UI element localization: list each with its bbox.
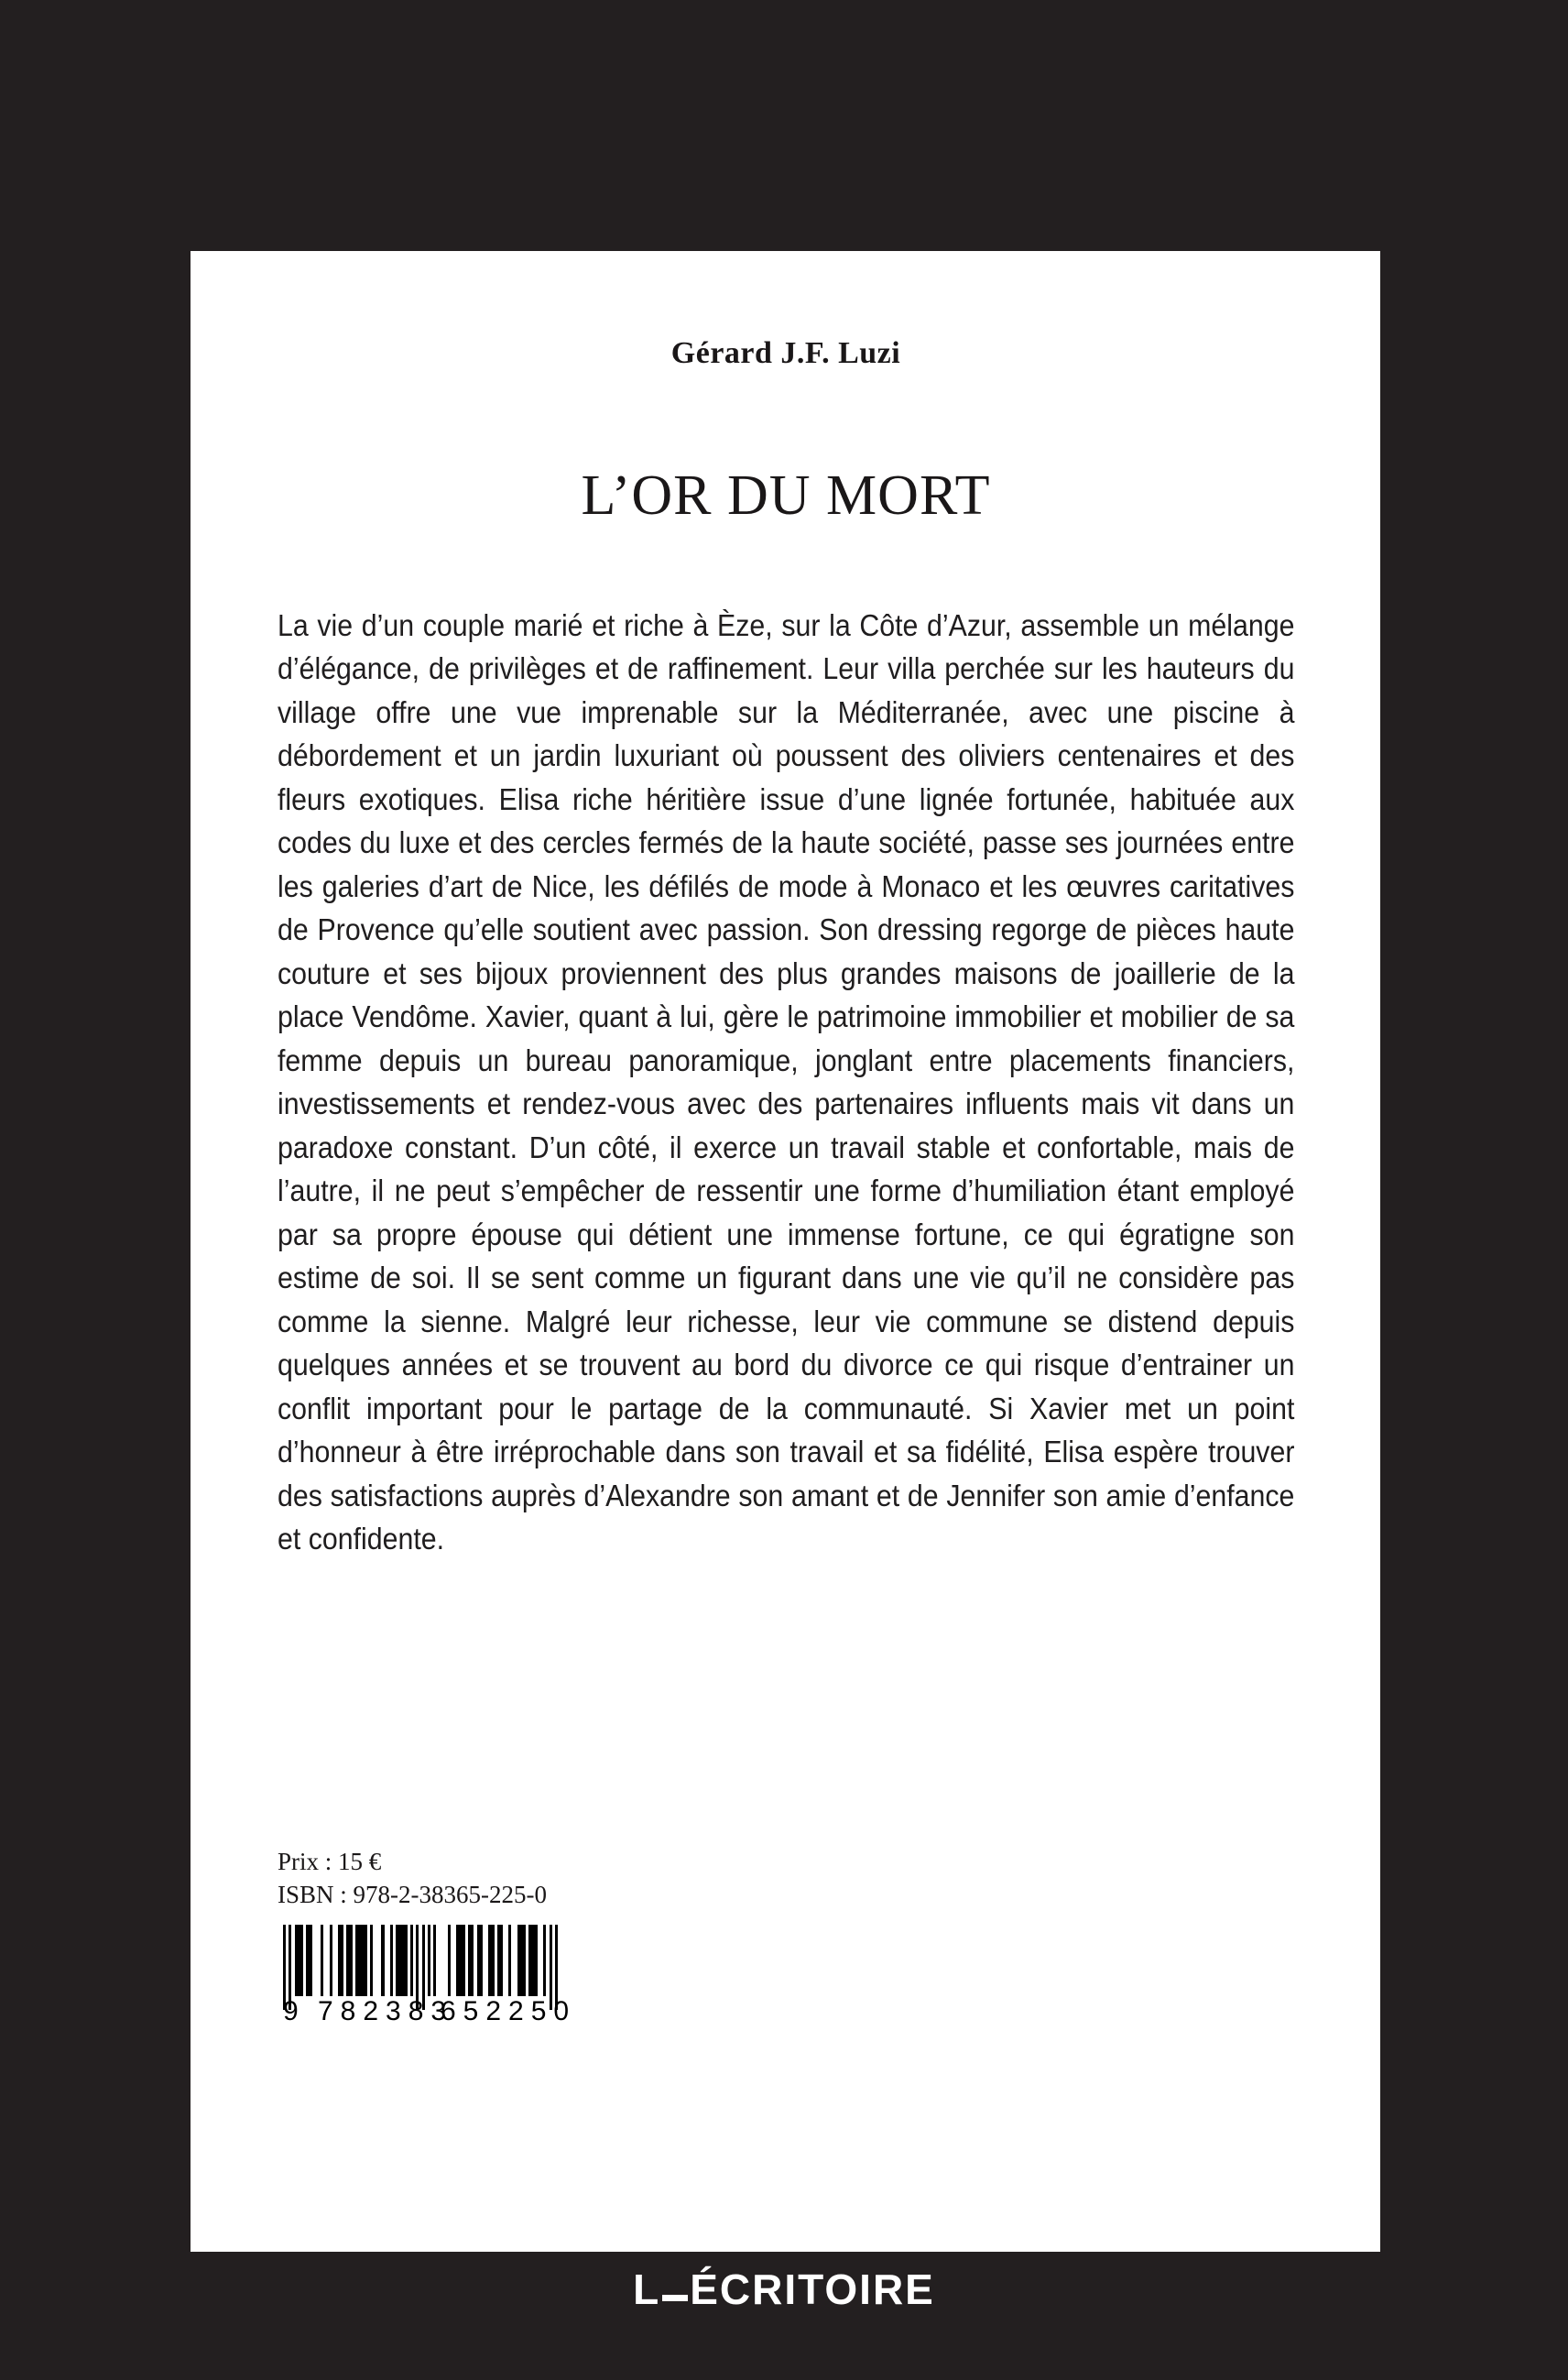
publisher-logo: [0, 2265, 1568, 2314]
publisher-logo-dash-icon: [662, 2295, 688, 2301]
barcode-bars: [283, 1925, 558, 1996]
barcode-right-group: 652250: [441, 1996, 577, 2026]
ean13-barcode: [283, 1925, 577, 2026]
price-label: Prix : 15 €: [278, 1848, 382, 1875]
back-cover-blurb: La vie d’un couple marié et riche à Èze, sur la Côte d’Azur, assemble un mélange d’élégance, de privilèges et de raffinement. Leur villa perchée sur les hauteurs du village offre une vue imprenable sur la Méditerranée, avec une piscine à débordement et un jardin luxuriant où poussent des oliviers centenaires et des fleurs exotiques. Elisa riche héritière issue d’une lignée fortunée, habituée aux codes du luxe et des cercles fermés de la haute société, passe ses journées entre les galeries d’art de Nice, les défilés de mode à Monaco et les œuvres caritatives de Provence qu’elle soutient avec passion. Son dressing regorge de pièces haute couture et ses bijoux proviennent des plus grandes maisons de joaillerie de la place Vendôme. Xavier, quant à lui, gère le patrimoine immobilier et mobilier de sa femme depuis un bureau panoramique, jonglant entre placements financiers, investissements et rendez-vous avec des partenaires influents mais vit dans un paradoxe constant. D’un côté, il exerce un travail stable et confortable, mais de l’autre, il ne peut s’empêcher de ressentir une forme d’humiliation étant employé par sa propre épouse qui détient une immense fortune, ce qui égratigne son estime de soi. Il se sent comme un figurant dans une vie qu’il ne considère pas comme la sienne. Malgré leur richesse, leur vie commune se distend depuis quelques années et se trouvent au bord du divorce ce qui risque d’entrainer un conflit important pour le partage de la communauté. Si Xavier met un point d’honneur à être irréprochable dans son travail et sa fidélité, Elisa espère trouver des satisfactions auprès d’Alexandre son amant et de Jennifer son amie d’enfance et confidente.: [278, 608, 1295, 1556]
page-title: L’OR DU MORT: [581, 464, 991, 527]
publisher-logo-letter: L: [633, 2265, 661, 2313]
publication-metadata: [278, 1845, 547, 1911]
cover-content-area: [278, 251, 1294, 2252]
barcode-left-group: 782383: [318, 1996, 454, 2026]
barcode-digits: [283, 1996, 577, 2026]
author-name: Gérard J.F. Luzi: [670, 336, 901, 370]
barcode-lead-digit: 9: [283, 1996, 299, 2026]
publisher-logo-word: ÉCRITOIRE: [690, 2265, 935, 2313]
isbn-label: ISBN : 978-2-38365-225-0: [278, 1881, 547, 1908]
book-back-cover-panel: [191, 251, 1380, 2252]
